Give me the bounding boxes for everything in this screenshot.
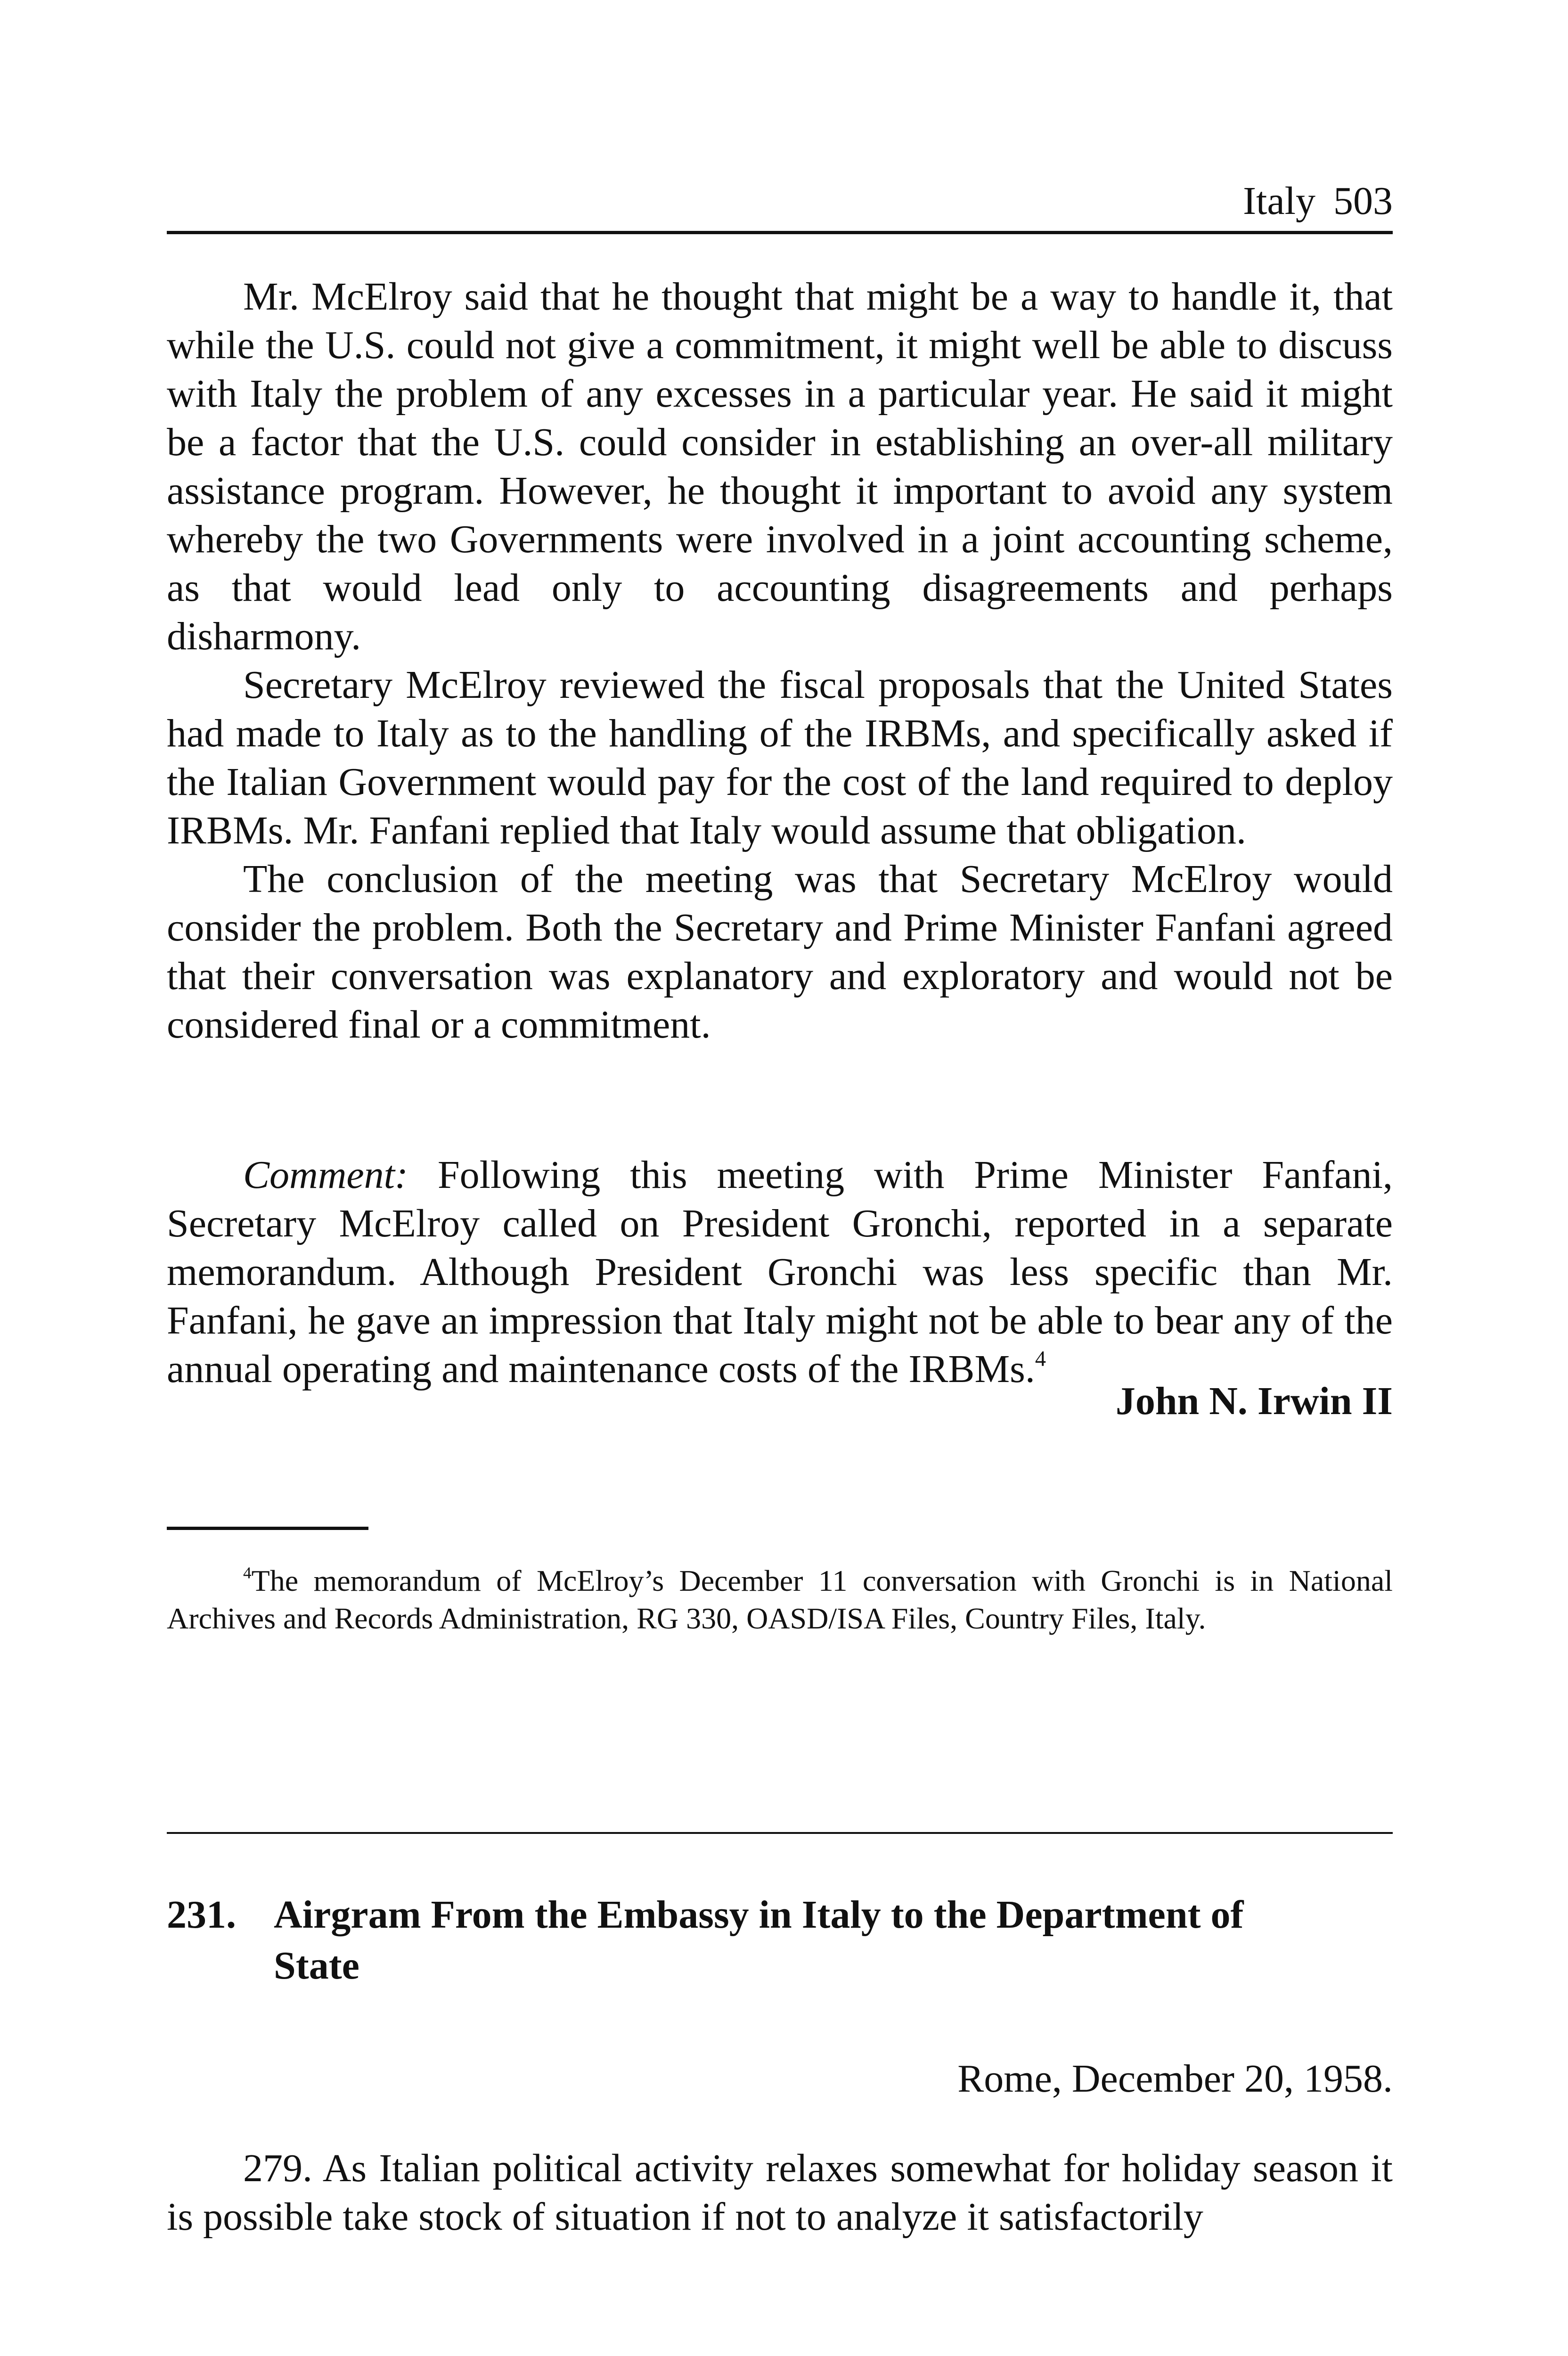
footnote-marker: 4 bbox=[243, 1563, 252, 1582]
page-number: 503 bbox=[1333, 179, 1393, 223]
footnote bbox=[167, 1562, 1393, 1637]
signature: John N. Irwin II bbox=[1115, 1379, 1393, 1423]
document-page bbox=[167, 0, 1393, 2356]
footnote-reference: 4 bbox=[1035, 1346, 1046, 1371]
comment-text: Following this meeting with Prime Minister Fanfani, Secretary McElroy called on President Gronchi, reported in a separate memorandum. Although President Gronchi was less specific than Mr. Fanfani, he gave an impression that Italy might not be able to bear any of the annual operating and maintenance costs of the IRBMs. bbox=[167, 1153, 1393, 1391]
dateline: Rome, December 20, 1958. bbox=[957, 2057, 1393, 2101]
running-header-section: Italy bbox=[1243, 179, 1315, 223]
body-paragraph-3: The conclusion of the meeting was that Secretary McElroy would consider the problem. Both the Secretary and Prime Minister Fanfani agreed that their conversation was explanatory and exploratory and would not be considered final or a commitment. bbox=[167, 857, 1393, 1047]
section-divider bbox=[167, 1832, 1393, 1834]
comment-block bbox=[167, 1151, 1393, 1393]
body-paragraph-2: Secretary McElroy reviewed the fiscal proposals that the United States had made to Italy as to the handling of the IRBMs, and specifically asked if the Italian Government would pay for the cost of the land required to deploy IRBMs. Mr. Fanfani replied that Italy would assume that obligation. bbox=[167, 663, 1393, 852]
document-body bbox=[167, 2144, 1393, 2241]
header-rule bbox=[167, 231, 1393, 234]
document-opening-paragraph: 279. As Italian political activity relaxes somewhat for holiday season it is possible take stock of situation if not to analyze it satisfactorily bbox=[167, 2146, 1393, 2239]
document-heading bbox=[167, 1890, 1393, 1991]
comment-label: Comment: bbox=[243, 1153, 408, 1197]
body-paragraph-1: Mr. McElroy said that he thought that might be a way to handle it, that while the U.S. could not give a commitment, it might well be able to discuss with Italy the problem of any excesses in a particular year. He said it might be a factor that the U.S. could consider in establishing an over-all military assistance program. However, he thought it important to avoid any system whereby the two Governments were involved in a joint accounting scheme, as that would lead only to accounting disagreements and perhaps disharmony. bbox=[167, 275, 1393, 658]
footnote-text: The memorandum of McElroy’s December 11 conversation with Gronchi is in National Archives and Records Administration, RG 330, OASD/ISA Files, Country Files, Italy. bbox=[167, 1564, 1393, 1635]
running-header bbox=[1243, 181, 1393, 221]
comment-paragraph bbox=[167, 1151, 1393, 1393]
body-text-block bbox=[167, 272, 1393, 1049]
document-number: 231. bbox=[167, 1893, 236, 1937]
document-title: Airgram From the Embassy in Italy to the Department of State bbox=[274, 1893, 1244, 1988]
footnote-rule bbox=[167, 1527, 368, 1530]
